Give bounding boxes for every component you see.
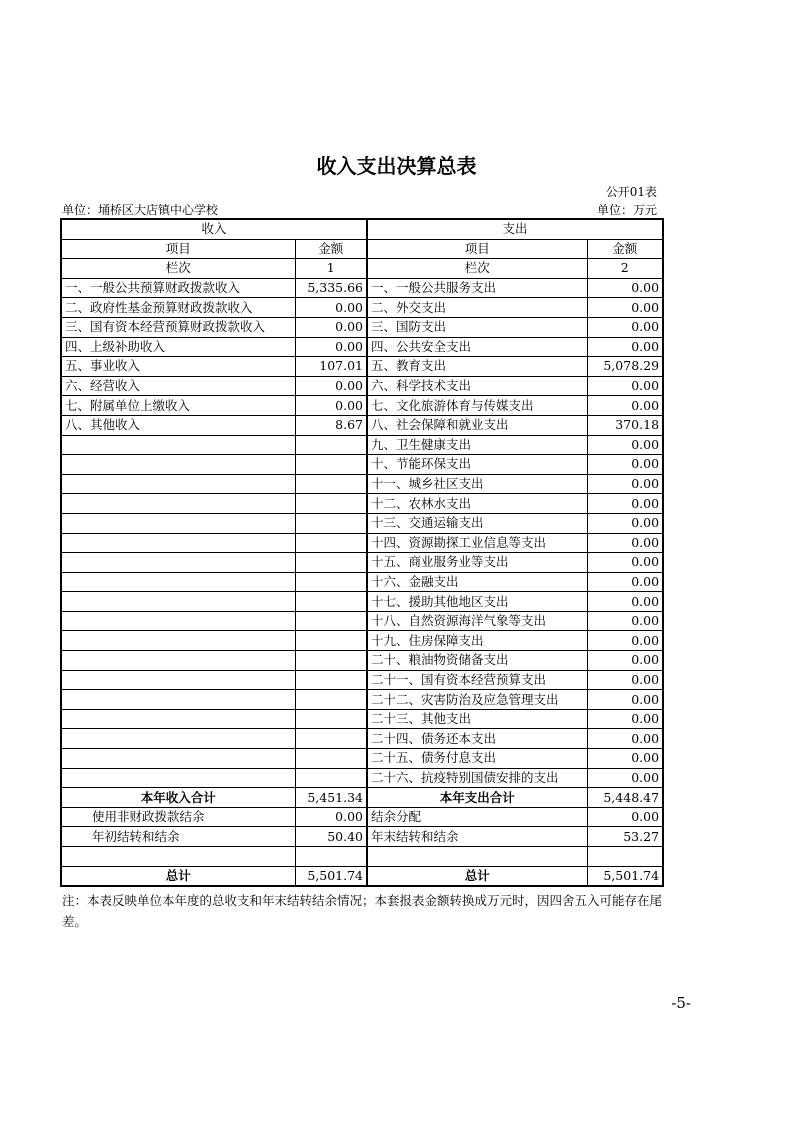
income-amount	[295, 768, 367, 788]
income-item	[61, 709, 295, 729]
income-amount	[295, 513, 367, 533]
expense-amount: 0.00	[587, 611, 663, 631]
income-item	[61, 768, 295, 788]
income-amount	[295, 592, 367, 612]
income-total-label: 总计	[61, 866, 295, 886]
income-item: 八、其他收入	[61, 415, 295, 435]
income-amount: 0.00	[295, 337, 367, 357]
income-item	[61, 435, 295, 455]
income-item	[61, 729, 295, 749]
expense-section-header: 支出	[367, 219, 663, 239]
income-item	[61, 474, 295, 494]
table-row	[61, 278, 663, 298]
expense-column-label: 栏次	[367, 259, 587, 279]
income-item	[61, 553, 295, 573]
income-amount: 0.00	[295, 317, 367, 337]
table-row	[61, 317, 663, 337]
table-row	[61, 474, 663, 494]
expense-amount: 5,078.29	[587, 357, 663, 377]
expense-item: 五、教育支出	[367, 357, 587, 377]
blank-row	[61, 847, 663, 867]
expense-item: 二十六、抗疫特别国债安排的支出	[367, 768, 587, 788]
income-column-number: 1	[295, 259, 367, 279]
form-code: 公开01表	[605, 185, 657, 199]
expense-item: 十七、援助其他地区支出	[367, 592, 587, 612]
expense-amount: 0.00	[587, 317, 663, 337]
income-item: 四、上级补助收入	[61, 337, 295, 357]
income-item-header: 项目	[61, 239, 295, 259]
table-row	[61, 631, 663, 651]
expense-amount: 0.00	[587, 651, 663, 671]
table-row	[61, 396, 663, 416]
expense-item: 二十五、债务付息支出	[367, 749, 587, 769]
income-amount	[295, 729, 367, 749]
income-amount: 5,335.66	[295, 278, 367, 298]
table-row	[61, 749, 663, 769]
income-amount: 107.01	[295, 357, 367, 377]
income-item	[61, 533, 295, 553]
income-item: 七、附属单位上缴收入	[61, 396, 295, 416]
income-amount	[295, 474, 367, 494]
page-number: -5-	[671, 994, 691, 1012]
income-amount: 8.67	[295, 415, 367, 435]
expense-amount: 0.00	[587, 435, 663, 455]
table-row	[61, 827, 663, 847]
budget-table	[60, 218, 664, 887]
expense-item: 十一、城乡社区支出	[367, 474, 587, 494]
expense-item: 二十四、债务还本支出	[367, 729, 587, 749]
income-item	[61, 749, 295, 769]
column-number-row	[61, 259, 663, 279]
table-row	[61, 611, 663, 631]
expense-subtotal-amount: 5,448.47	[587, 788, 663, 808]
expense-amount: 0.00	[587, 768, 663, 788]
expense-item: 十三、交通运输支出	[367, 513, 587, 533]
table-row	[61, 337, 663, 357]
income-item	[61, 513, 295, 533]
table-row	[61, 494, 663, 514]
page-title: 收入支出决算总表	[316, 154, 477, 178]
income-amount	[295, 709, 367, 729]
expense-amount: 0.00	[587, 592, 663, 612]
empty-cell	[587, 847, 663, 867]
income-item: 一、一般公共预算财政拨款收入	[61, 278, 295, 298]
table-row	[61, 455, 663, 475]
table-row	[61, 376, 663, 396]
expense-amount: 0.00	[587, 513, 663, 533]
income-amount-header: 金额	[295, 239, 367, 259]
expense-item: 十四、资源勘探工业信息等支出	[367, 533, 587, 553]
table-row	[61, 553, 663, 573]
expense-total-label: 总计	[367, 866, 587, 886]
expense-amount: 0.00	[587, 298, 663, 318]
income-item	[61, 494, 295, 514]
expense-amount: 0.00	[587, 729, 663, 749]
expense-item: 六、科学技术支出	[367, 376, 587, 396]
table-row	[61, 357, 663, 377]
income-item: 二、政府性基金预算财政拨款收入	[61, 298, 295, 318]
income-amount	[295, 455, 367, 475]
income-amount	[295, 611, 367, 631]
expense-item: 十九、住房保障支出	[367, 631, 587, 651]
expense-subtotal-label: 本年支出合计	[367, 788, 587, 808]
income-amount: 0.00	[295, 807, 367, 827]
expense-amount: 0.00	[587, 278, 663, 298]
expense-amount: 0.00	[587, 533, 663, 553]
expense-item: 结余分配	[367, 807, 587, 827]
expense-amount: 0.00	[587, 749, 663, 769]
income-amount	[295, 651, 367, 671]
expense-amount: 0.00	[587, 396, 663, 416]
expense-amount: 0.00	[587, 572, 663, 592]
income-amount	[295, 749, 367, 769]
income-item	[61, 690, 295, 710]
expense-item: 二十一、国有资本经营预算支出	[367, 670, 587, 690]
footnote: 注：本表反映单位本年度的总收支和年末结转结余情况；本套报表金额转换成万元时，因四舍五入可能存在尾差。	[62, 893, 663, 929]
income-item: 五、事业收入	[61, 357, 295, 377]
income-item	[61, 572, 295, 592]
income-item: 使用非财政拨款结余	[61, 807, 295, 827]
table-row	[61, 298, 663, 318]
table-row	[61, 533, 663, 553]
income-section-header: 收入	[61, 219, 367, 239]
income-item: 三、国有资本经营预算财政拨款收入	[61, 317, 295, 337]
expense-item: 三、国防支出	[367, 317, 587, 337]
income-item	[61, 592, 295, 612]
table-row	[61, 670, 663, 690]
expense-amount: 0.00	[587, 631, 663, 651]
expense-amount: 0.00	[587, 376, 663, 396]
expense-amount: 0.00	[587, 553, 663, 573]
expense-amount: 53.27	[587, 827, 663, 847]
empty-cell	[367, 847, 587, 867]
expense-amount-header: 金额	[587, 239, 663, 259]
income-amount	[295, 553, 367, 573]
expense-item: 十二、农林水支出	[367, 494, 587, 514]
expense-item: 十八、自然资源海洋气象等支出	[367, 611, 587, 631]
expense-amount: 0.00	[587, 455, 663, 475]
income-item	[61, 611, 295, 631]
income-item: 年初结转和结余	[61, 827, 295, 847]
table-row	[61, 435, 663, 455]
income-amount	[295, 435, 367, 455]
income-item	[61, 455, 295, 475]
expense-item: 二十二、灾害防治及应急管理支出	[367, 690, 587, 710]
table-row	[61, 592, 663, 612]
expense-item: 二十、粮油物资储备支出	[367, 651, 587, 671]
income-column-label: 栏次	[61, 259, 295, 279]
expense-total-amount: 5,501.74	[587, 866, 663, 886]
reporting-unit: 单位：埇桥区大店镇中心学校	[62, 203, 219, 217]
expense-item: 四、公共安全支出	[367, 337, 587, 357]
income-subtotal-label: 本年收入合计	[61, 788, 295, 808]
income-amount	[295, 494, 367, 514]
income-item	[61, 670, 295, 690]
table-row	[61, 709, 663, 729]
income-item: 六、经营收入	[61, 376, 295, 396]
subtotal-row	[61, 788, 663, 808]
expense-item: 七、文化旅游体育与传媒支出	[367, 396, 587, 416]
table-row	[61, 651, 663, 671]
income-item	[61, 631, 295, 651]
expense-amount: 0.00	[587, 670, 663, 690]
expense-amount: 0.00	[587, 474, 663, 494]
expense-item: 十六、金融支出	[367, 572, 587, 592]
income-total-amount: 5,501.74	[295, 866, 367, 886]
expense-amount: 0.00	[587, 690, 663, 710]
income-amount: 0.00	[295, 298, 367, 318]
income-amount	[295, 670, 367, 690]
table-row	[61, 768, 663, 788]
table-row	[61, 513, 663, 533]
income-item	[61, 651, 295, 671]
empty-cell	[295, 847, 367, 867]
expense-amount: 0.00	[587, 494, 663, 514]
expense-amount: 0.00	[587, 807, 663, 827]
table-row	[61, 690, 663, 710]
total-row	[61, 866, 663, 886]
expense-item: 二、外交支出	[367, 298, 587, 318]
expense-item: 年末结转和结余	[367, 827, 587, 847]
section-header-row	[61, 219, 663, 239]
table-row	[61, 572, 663, 592]
income-subtotal-amount: 5,451.34	[295, 788, 367, 808]
expense-item: 九、卫生健康支出	[367, 435, 587, 455]
income-amount: 50.40	[295, 827, 367, 847]
income-amount	[295, 533, 367, 553]
expense-item-header: 项目	[367, 239, 587, 259]
income-amount	[295, 631, 367, 651]
income-amount: 0.00	[295, 396, 367, 416]
expense-item: 八、社会保障和就业支出	[367, 415, 587, 435]
empty-cell	[61, 847, 295, 867]
income-amount: 0.00	[295, 376, 367, 396]
table-row	[61, 807, 663, 827]
income-amount	[295, 572, 367, 592]
table-row	[61, 729, 663, 749]
expense-amount: 0.00	[587, 709, 663, 729]
expense-column-number: 2	[587, 259, 663, 279]
column-header-row	[61, 239, 663, 259]
currency-unit: 单位：万元	[596, 203, 657, 217]
expense-item: 十、节能环保支出	[367, 455, 587, 475]
expense-item: 一、一般公共服务支出	[367, 278, 587, 298]
table-row	[61, 415, 663, 435]
expense-item: 二十三、其他支出	[367, 709, 587, 729]
expense-amount: 0.00	[587, 337, 663, 357]
expense-amount: 370.18	[587, 415, 663, 435]
expense-item: 十五、商业服务业等支出	[367, 553, 587, 573]
income-amount	[295, 690, 367, 710]
